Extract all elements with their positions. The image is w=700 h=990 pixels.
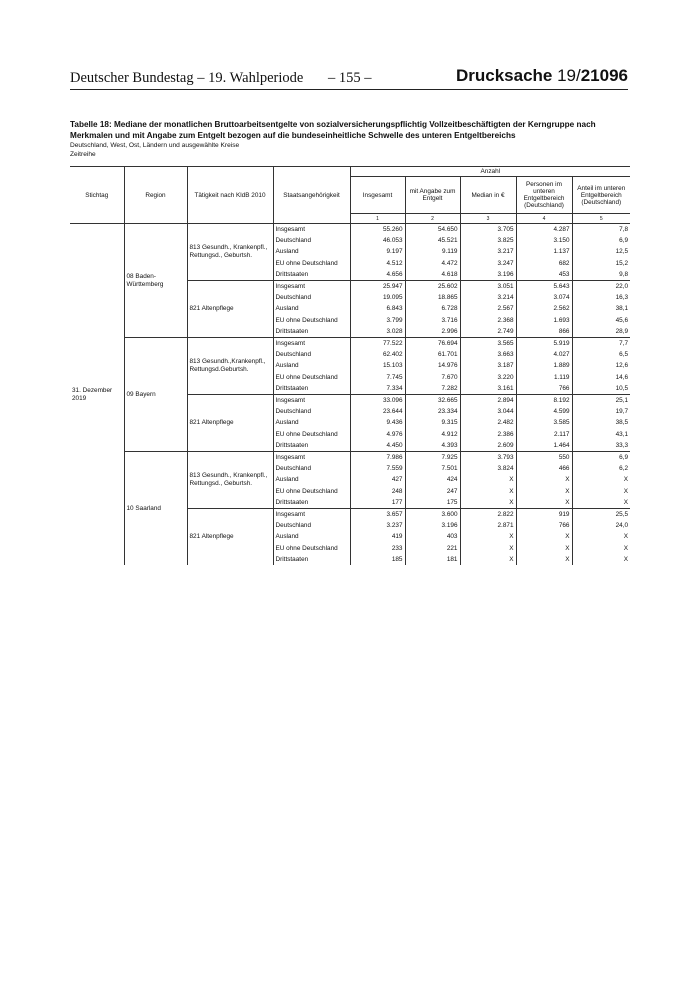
nationality-cell: Ausland [273,360,350,371]
nationality-cell: Deutschland [273,349,350,360]
region-cell: 10 Saarland [124,452,187,566]
value-cell: 5.919 [516,338,572,350]
occupation-cell: 821 Altenpflege [187,509,273,566]
value-cell: 38,1 [615,305,629,313]
value-cell: 248 [350,486,405,497]
value-cell: X [623,555,629,563]
value-cell: 45.521 [405,235,460,246]
value-cell: 7,7 [572,338,630,350]
nationality-cell: EU ohne Deutschland [273,372,350,383]
value-cell: 7.501 [405,463,460,474]
value-cell: X [460,486,516,497]
value-cell: 419 [350,531,405,542]
region-cell: 08 Baden-Württemberg [124,224,187,338]
value-cell: 76.694 [405,338,460,350]
col-anzahl: Anzahl [350,167,630,177]
value-cell: 3.585 [516,417,572,428]
value-cell: 2.117 [516,429,572,440]
value-cell: 3.705 [460,224,516,236]
doc-num-a: 19/ [552,66,581,85]
value-cell: 3.196 [405,520,460,531]
value-cell: 3.793 [460,452,516,464]
value-cell: 3.825 [460,235,516,246]
nationality-cell: EU ohne Deutschland [273,486,350,497]
value-cell: 6.728 [405,303,460,314]
value-cell: 7.925 [405,452,460,464]
value-cell: 4.976 [350,429,405,440]
table-row [70,224,630,236]
value-cell: 43,1 [615,430,629,438]
value-cell: 2.996 [405,326,460,338]
value-cell: 12,6 [615,362,629,370]
value-cell: 9.315 [405,417,460,428]
value-cell: 7.670 [405,372,460,383]
value-cell: 5.643 [516,281,572,293]
col-mit-angabe: mit Angabe zum Entgelt [405,177,460,214]
nationality-cell: Drittstaaten [273,383,350,395]
value-cell: 403 [405,531,460,542]
value-cell: 7.282 [405,383,460,395]
value-cell: 7.334 [350,383,405,395]
value-cell: 6,2 [619,465,629,473]
header-rule [70,89,628,90]
value-cell: X [516,531,572,542]
nationality-cell: Ausland [273,246,350,257]
value-cell: 4.287 [516,224,572,236]
value-cell: 46.053 [350,235,405,246]
nationality-cell: Deutschland [273,292,350,303]
value-cell: 2.567 [460,303,516,314]
value-cell: 62.402 [350,349,405,360]
value-cell: X [460,531,516,542]
nationality-cell: Drittstaaten [273,497,350,509]
value-cell: X [516,497,572,509]
value-cell: X [516,543,572,554]
value-cell: 2.749 [460,326,516,338]
nationality-cell: EU ohne Deutschland [273,258,350,269]
value-cell: 6,9 [619,237,629,245]
value-cell: 3.187 [460,360,516,371]
value-cell: 1.693 [516,315,572,326]
nationality-cell: Insgesamt [273,509,350,521]
value-cell: 28,9 [615,327,629,335]
value-cell: 177 [350,497,405,509]
occupation-cell: 813 Gesundh., Krankenpfl., Rettungsd., Geburtsh. [187,452,273,509]
value-cell: 8.192 [516,395,572,407]
value-cell: 453 [516,269,572,281]
col-anteil-unterer-bereich: Anteil im unteren Entgeltbereich (Deutschland) [572,177,630,214]
value-cell: 54.650 [405,224,460,236]
col-taetigkeit: Tätigkeit nach KldB 2010 [187,167,273,224]
value-cell: 3.217 [460,246,516,257]
value-cell: 3.565 [460,338,516,350]
value-cell: 181 [405,554,460,565]
value-cell: 33,3 [615,441,629,449]
value-cell: 3.161 [460,383,516,395]
value-cell: 4.599 [516,406,572,417]
value-cell: X [460,554,516,565]
value-cell: X [516,554,572,565]
value-cell: 466 [516,463,572,474]
value-cell: 3.824 [460,463,516,474]
value-cell: 233 [350,543,405,554]
value-cell: 3.214 [460,292,516,303]
value-cell: 427 [350,474,405,485]
col-stichtag: Stichtag [70,167,124,224]
value-cell: 7.986 [350,452,405,464]
value-cell: 23.644 [350,406,405,417]
value-cell: 3.716 [405,315,460,326]
nationality-cell: Deutschland [273,406,350,417]
col-median: Median in € [460,177,516,214]
nationality-cell: Insgesamt [273,395,350,407]
value-cell: 766 [516,383,572,395]
value-cell: 4.912 [405,429,460,440]
value-cell: 3.799 [350,315,405,326]
nationality-cell: Insgesamt [273,281,350,293]
value-cell: X [623,476,629,484]
value-cell: 55.260 [350,224,405,236]
col-personen-unterer-bereich: Personen im unteren Entgeltbereich (Deutschland) [516,177,572,214]
value-cell: 424 [405,474,460,485]
value-cell: 866 [516,326,572,338]
value-cell: 9.436 [350,417,405,428]
value-cell: 4.393 [405,440,460,452]
value-cell: 3.657 [350,509,405,521]
value-cell: 45,6 [615,316,629,324]
value-cell: 175 [405,497,460,509]
value-cell: 4.618 [405,269,460,281]
value-cell: 2.894 [460,395,516,407]
value-cell: 18.865 [405,292,460,303]
value-cell: 2.871 [460,520,516,531]
value-cell: 61.701 [405,349,460,360]
nationality-cell: Ausland [273,531,350,542]
nationality-cell: Ausland [273,474,350,485]
value-cell: 550 [516,452,572,464]
value-cell: 6.843 [350,303,405,314]
value-cell: X [623,498,629,506]
col-number-4: 4 [516,214,572,224]
value-cell: X [623,487,629,495]
value-cell: 3.051 [460,281,516,293]
value-cell: 4.656 [350,269,405,281]
value-cell: 1.889 [516,360,572,371]
value-cell: 32.665 [405,395,460,407]
value-cell: 19,7 [615,408,629,416]
value-cell: 682 [516,258,572,269]
value-cell: 14,6 [615,373,629,381]
occupation-cell: 821 Altenpflege [187,281,273,338]
col-insgesamt: Insgesamt [350,177,405,214]
value-cell: 2.386 [460,429,516,440]
nationality-cell: Insgesamt [273,224,350,236]
col-region: Region [124,167,187,224]
value-cell: 1.119 [516,372,572,383]
occupation-cell: 813 Gesundh., Krankenpfl., Rettungsd., Geburtsh. [187,224,273,281]
nationality-cell: Ausland [273,303,350,314]
page-header [70,66,628,88]
value-cell: 1.464 [516,440,572,452]
nationality-cell: Drittstaaten [273,269,350,281]
col-number-3: 3 [460,214,516,224]
nationality-cell: Drittstaaten [273,554,350,565]
table-row [70,452,630,464]
doc-num-b: 21096 [580,66,628,85]
value-cell: 9.197 [350,246,405,257]
region-cell: 09 Bayern [124,338,187,452]
value-cell: 12,5 [615,248,629,256]
doc-label: Drucksache [455,66,553,85]
value-cell: 4.472 [405,258,460,269]
value-cell: 919 [516,509,572,521]
table-row [70,338,630,350]
value-cell: 1.137 [516,246,572,257]
value-cell: 2.562 [516,303,572,314]
value-cell: 38,5 [615,419,629,427]
document-number [456,66,628,86]
occupation-cell: 821 Altenpflege [187,395,273,452]
value-cell: 25,5 [572,509,630,521]
value-cell: 2.368 [460,315,516,326]
col-number-1: 1 [350,214,405,224]
value-cell: 22,0 [572,281,630,293]
value-cell: 4.512 [350,258,405,269]
value-cell: 14.976 [405,360,460,371]
value-cell: 23.334 [405,406,460,417]
value-cell: 10,5 [615,384,629,392]
stichtag-cell: 31. Dezember 2019 [70,224,124,566]
col-number-5: 5 [572,214,630,224]
value-cell: 3.196 [460,269,516,281]
value-cell: 7,8 [619,226,629,233]
value-cell: 24,0 [615,522,629,530]
value-cell: 77.522 [350,338,405,350]
value-cell: 3.237 [350,520,405,531]
value-cell: 3.600 [405,509,460,521]
value-cell: 4.027 [516,349,572,360]
value-cell: 3.220 [460,372,516,383]
value-cell: 3.247 [460,258,516,269]
table-title: Tabelle 18: Mediane der monatlichen Bruttoarbeitsentgelte von sozialversicherungspflichtig Vollzeitbeschäftigten der Kerngruppe nach Merkmalen und mit Angabe zum Entgelt bezogen auf die bundeseinheitliche Schwelle des unteren Entgeltbereichs [70,120,596,140]
value-cell: 3.150 [516,235,572,246]
value-cell: 2.609 [460,440,516,452]
occupation-cell: 813 Gesundh.,Krankenpfl., Rettungsd.Geburtsh. [187,338,273,395]
value-cell: 9,8 [619,270,629,278]
value-cell: 6,9 [572,452,630,464]
value-cell: 6,5 [619,351,629,359]
header-left: Deutscher Bundestag – 19. Wahlperiode [70,70,304,86]
page-number: – 155 – [328,70,372,86]
col-number-2: 2 [405,214,460,224]
nationality-cell: Drittstaaten [273,440,350,452]
value-cell: 4.450 [350,440,405,452]
value-cell: 25,1 [572,395,630,407]
nationality-cell: Drittstaaten [273,326,350,338]
data-table [70,166,630,565]
value-cell: 766 [516,520,572,531]
value-cell: 25.602 [405,281,460,293]
value-cell: 247 [405,486,460,497]
nationality-cell: EU ohne Deutschland [273,429,350,440]
value-cell: 2.822 [460,509,516,521]
value-cell: X [516,486,572,497]
value-cell: 15.103 [350,360,405,371]
value-cell: 3.028 [350,326,405,338]
nationality-cell: Deutschland [273,463,350,474]
value-cell: X [623,533,629,541]
value-cell: 9.119 [405,246,460,257]
col-staatsangehoerigkeit: Staatsangehörigkeit [273,167,350,224]
subtitle-series: Zeitreihe [70,151,96,158]
value-cell: 2.482 [460,417,516,428]
nationality-cell: EU ohne Deutschland [273,315,350,326]
value-cell: 3.074 [516,292,572,303]
value-cell: 3.663 [460,349,516,360]
nationality-cell: Insgesamt [273,338,350,350]
nationality-cell: Ausland [273,417,350,428]
nationality-cell: Insgesamt [273,452,350,464]
value-cell: X [516,474,572,485]
value-cell: X [623,544,629,552]
value-cell: X [460,497,516,509]
value-cell: 16,3 [615,294,629,302]
value-cell: 33.096 [350,395,405,407]
nationality-cell: Deutschland [273,235,350,246]
subtitle-scope: Deutschland, West, Ost, Ländern und ausgewählte Kreise [70,142,240,149]
value-cell: 25.947 [350,281,405,293]
value-cell: 19.095 [350,292,405,303]
value-cell: X [460,543,516,554]
nationality-cell: Deutschland [273,520,350,531]
nationality-cell: EU ohne Deutschland [273,543,350,554]
value-cell: 3.044 [460,406,516,417]
value-cell: 7.745 [350,372,405,383]
value-cell: X [460,474,516,485]
value-cell: 221 [405,543,460,554]
value-cell: 15,2 [615,259,629,267]
value-cell: 7.559 [350,463,405,474]
value-cell: 185 [350,554,405,565]
